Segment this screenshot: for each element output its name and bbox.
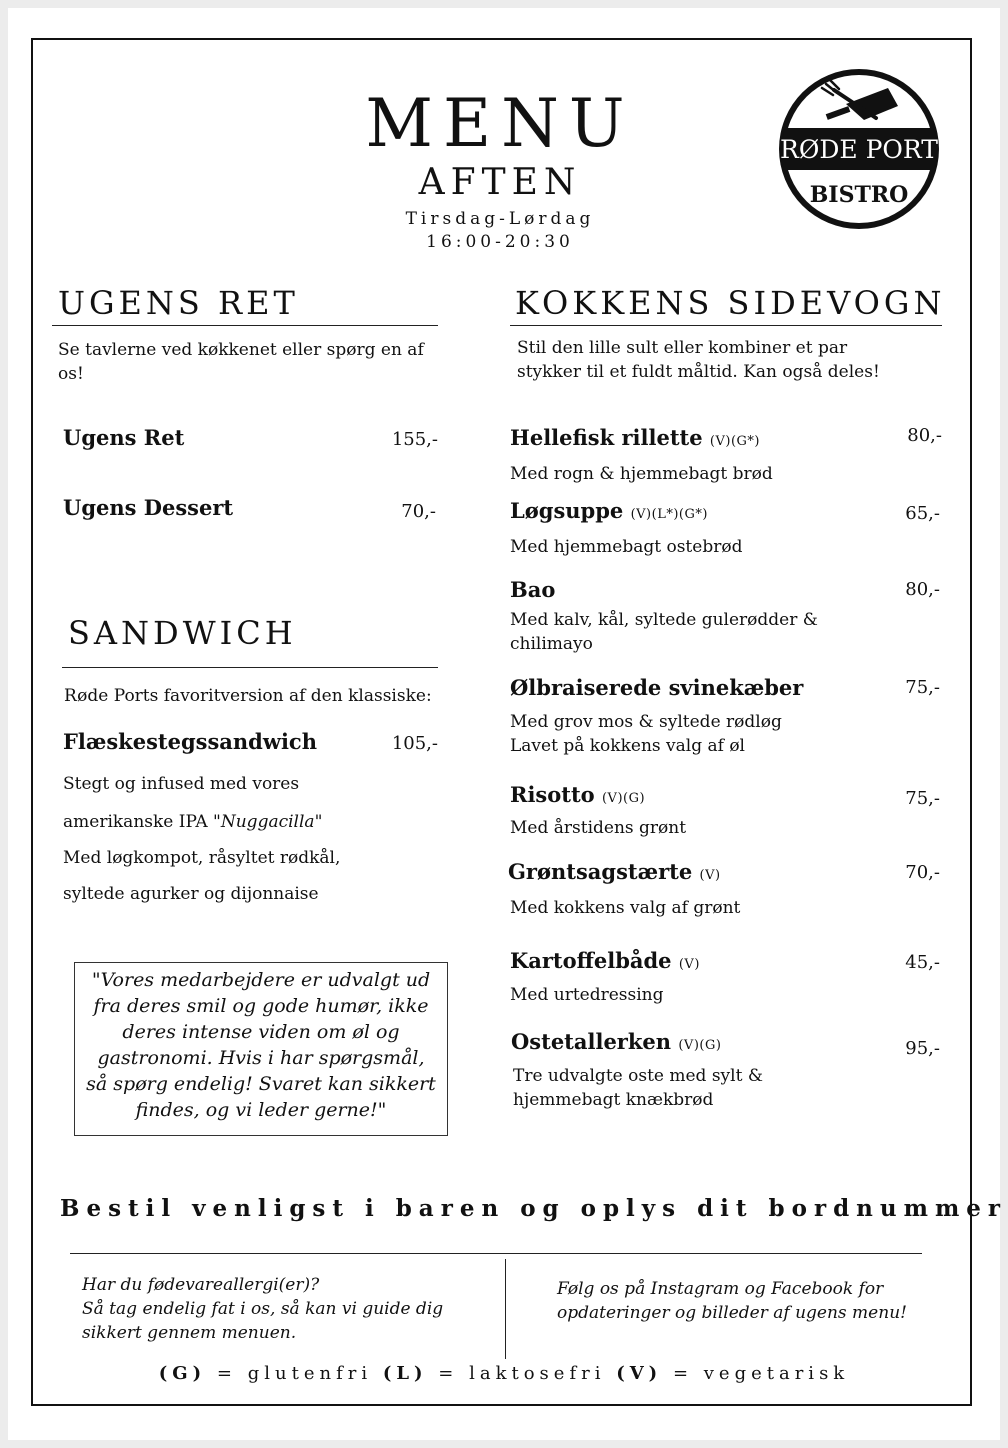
beer-name: Nuggacilla bbox=[220, 812, 315, 832]
legend-code: (V) bbox=[616, 1363, 663, 1384]
menu-item-name: Risotto (V)(G) bbox=[510, 782, 646, 807]
footer-column-divider bbox=[505, 1259, 506, 1359]
menu-item-name: Kartoffelbåde (V) bbox=[510, 948, 700, 973]
menu-item-name: Løgsuppe (V)(L*)(G*) bbox=[510, 498, 708, 523]
diet-tags: (V)(G) bbox=[601, 791, 646, 806]
diet-tags: (V)(L*)(G*) bbox=[630, 507, 708, 522]
ugens-ret-intro: Se tavlerne ved køkkenet eller spørg en af os! bbox=[58, 340, 424, 384]
menu-item-desc: Med kokkens valg af grønt bbox=[510, 898, 741, 918]
sidevogn-intro: Stil den lille sult eller kombiner et par stykker til et fuldt måltid. Kan også deles! bbox=[517, 338, 880, 382]
sandwich-desc-line: syltede agurker og dijonnaise bbox=[63, 884, 319, 904]
sandwich-desc-line: Stegt og infused med vores bbox=[63, 774, 300, 794]
menu-item-name: Hellefisk rillette (V)(G*) bbox=[510, 425, 760, 450]
legend-label: = laktosefri bbox=[438, 1363, 606, 1384]
sandwich-item-price: 105,- bbox=[391, 733, 438, 754]
menu-item-price: 65,- bbox=[905, 503, 940, 524]
ugens-dessert-item-name: Ugens Dessert bbox=[63, 495, 234, 520]
ugens-dessert-item-price: 70,- bbox=[401, 501, 436, 522]
diet-tags: (V)(G) bbox=[678, 1038, 722, 1053]
menu-item-name: Bao bbox=[510, 577, 556, 602]
order-instructions: Bestil venligst i baren og oplys dit bordnummer bbox=[60, 1195, 1008, 1222]
sandwich-item-name: Flæskestegssandwich bbox=[63, 729, 317, 754]
ugens-ret-title: UGENS RET bbox=[58, 284, 299, 322]
diet-legend bbox=[60, 1361, 948, 1387]
menu-item-name: Grøntsagstærte (V) bbox=[508, 859, 721, 884]
diet-tags: (V) bbox=[699, 868, 721, 883]
menu-item-price: 45,- bbox=[905, 952, 940, 973]
sidevogn-title: KOKKENS SIDEVOGN bbox=[515, 284, 946, 322]
logo-bottom-text: BISTRO bbox=[809, 182, 909, 208]
ugens-ret-item-price: 155,- bbox=[391, 429, 438, 450]
sidevogn-divider bbox=[510, 325, 942, 326]
menu-subtitle: AFTEN bbox=[418, 162, 582, 203]
menu-item-desc: Med grov mos & syltede rødløg bbox=[510, 712, 782, 732]
menu-item-desc: Med urtedressing bbox=[510, 985, 664, 1005]
allergy-note: Har du fødevareallergi(er)? Så tag endelig fat i os, så kan vi guide dig sikkert gennem menuen. bbox=[82, 1275, 444, 1343]
ugens-ret-divider bbox=[52, 325, 438, 326]
menu-item-price: 80,- bbox=[905, 579, 940, 600]
menu-item-desc: Med rogn & hjemmebagt brød bbox=[510, 464, 773, 484]
menu-item-name: Ølbraiserede svinekæber bbox=[510, 675, 804, 700]
menu-item-price: 70,- bbox=[905, 862, 940, 883]
menu-item-price: 75,- bbox=[905, 677, 940, 698]
menu-item-price: 95,- bbox=[905, 1038, 940, 1059]
legend-label: = vegetarisk bbox=[672, 1363, 850, 1384]
footer-divider bbox=[70, 1253, 922, 1254]
opening-days: Tirsdag-Lørdag bbox=[405, 209, 595, 229]
opening-hours: 16:00-20:30 bbox=[426, 232, 574, 252]
menu-item-name: Ostetallerken (V)(G) bbox=[511, 1029, 722, 1054]
sandwich-desc-line: amerikanske IPA "Nuggacilla" bbox=[63, 812, 323, 832]
restaurant-logo bbox=[776, 66, 942, 232]
menu-item-desc: Lavet på kokkens valg af øl bbox=[510, 736, 745, 756]
sandwich-divider bbox=[62, 667, 438, 668]
ugens-ret-item-name: Ugens Ret bbox=[63, 425, 185, 450]
social-media-note: Følg os på Instagram og Facebook for opdateringer og billeder af ugens menu! bbox=[557, 1279, 907, 1323]
menu-item-desc: Tre udvalgte oste med sylt & hjemmebagt knækbrød bbox=[513, 1066, 763, 1110]
diet-tags: (V)(G*) bbox=[709, 434, 760, 449]
sandwich-desc-line: Med løgkompot, råsyltet rødkål, bbox=[63, 848, 341, 868]
staff-quote-text: "Vores medarbejdere er udvalgt ud fra deres smil og gode humør, ikke deres intense viden om øl og gastronomi. Hvis i har spørgsmål, så spørg endelig! Svaret kan sikkert findes, og vi leder gerne!" bbox=[86, 969, 436, 1121]
sandwich-title: SANDWICH bbox=[68, 614, 297, 652]
sandwich-intro: Røde Ports favoritversion af den klassiske: bbox=[64, 686, 432, 706]
legend-code: (G) bbox=[158, 1363, 207, 1384]
menu-item-desc: Med hjemmebagt ostebrød bbox=[510, 537, 743, 557]
legend-label: = glutenfri bbox=[216, 1363, 373, 1384]
menu-item-price: 75,- bbox=[905, 788, 940, 809]
logo-top-text: RØDE PORT bbox=[780, 135, 938, 164]
diet-tags: (V) bbox=[678, 957, 700, 972]
staff-quote-box bbox=[74, 962, 448, 1136]
legend-code: (L) bbox=[382, 1363, 428, 1384]
menu-item-price: 80,- bbox=[907, 425, 942, 446]
menu-title: MENU bbox=[365, 85, 635, 162]
menu-item-desc: Med kalv, kål, syltede gulerødder & chilimayo bbox=[510, 610, 818, 654]
menu-item-desc: Med årstidens grønt bbox=[510, 818, 687, 838]
